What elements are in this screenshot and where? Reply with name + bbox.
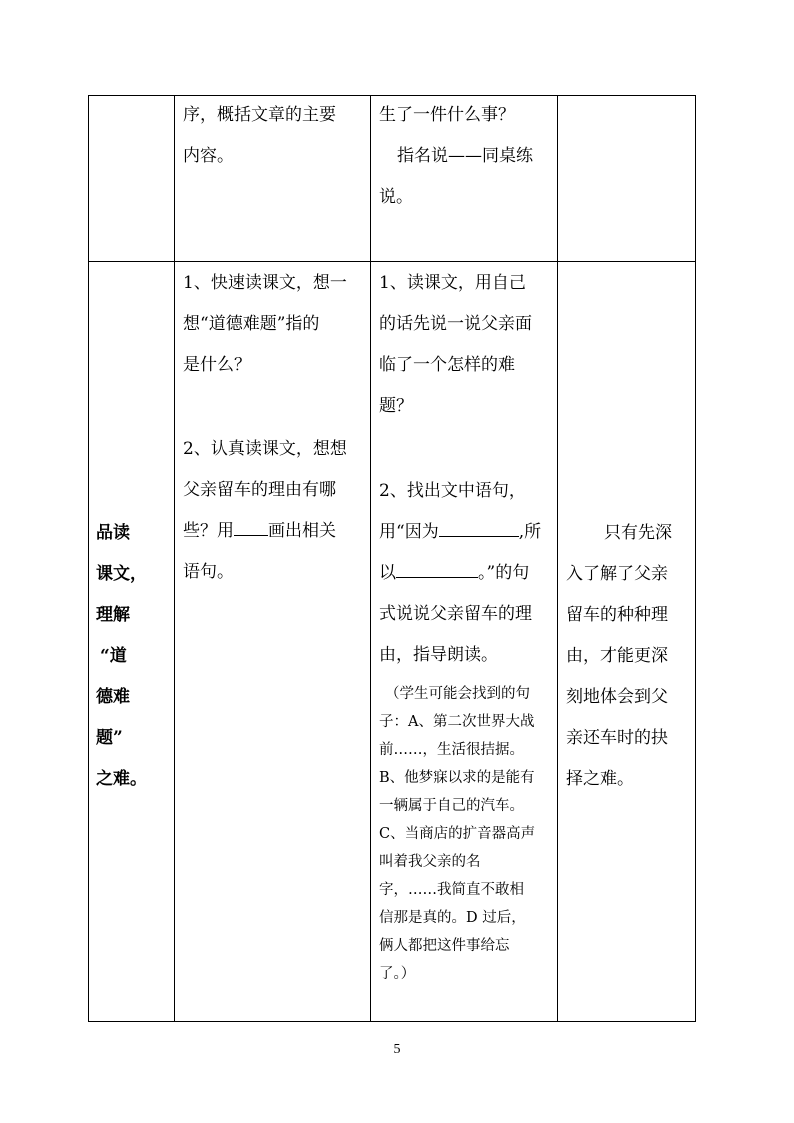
column-divider-3 [557, 95, 558, 1022]
text-line: 信那是真的。D 过后， [379, 910, 526, 926]
text-fragment: ,所 [518, 522, 542, 542]
text-line: 课文， [96, 564, 147, 584]
text-line: 父亲留车的理由有哪 [183, 480, 336, 500]
text-line: 亲还车时的抉 [566, 728, 668, 748]
fill-in-blank [439, 521, 519, 537]
text-line: B、他梦寐以求的是能有 [379, 770, 535, 786]
column-divider-2 [370, 95, 371, 1022]
text-line: 一辆属于自己的汽车。 [379, 798, 524, 814]
text-line: 2、认真读课文，想想 [183, 439, 347, 459]
text-line: 入了解了父亲 [566, 564, 668, 584]
text-line: 临了一个怎样的难 [379, 355, 515, 375]
text-line: 式说说父亲留车的理 [379, 604, 532, 624]
row2-col3-examples [379, 680, 535, 988]
row2-col2-text [183, 263, 347, 386]
text-line: 想“道德难题”指的 [183, 314, 320, 334]
text-line: 序，概括文章的主要 [183, 105, 336, 125]
text-line: 之难。 [96, 769, 147, 789]
text-line [379, 512, 541, 553]
text-line: 了。） [379, 966, 416, 982]
text-line: 内容。 [183, 146, 234, 166]
text-line: 俩人都把这件事给忘 [379, 938, 510, 954]
text-line: 叫着我父亲的名 [379, 854, 481, 870]
fill-in-blank [396, 562, 478, 578]
text-line: 指名说——同桌练 [397, 146, 533, 166]
text-line [183, 511, 347, 552]
text-line [379, 553, 541, 594]
text-line: 前……，生活很拮据。 [379, 742, 524, 758]
text-line: C、当商店的扩音器高声 [379, 826, 536, 842]
text-fragment: 以 [379, 563, 396, 583]
text-line: 说。 [379, 187, 413, 207]
table-bottom-border [88, 1021, 696, 1022]
row2-col1-stage-label [96, 513, 147, 800]
column-divider-1 [174, 95, 175, 1022]
text-line: 题？ [379, 396, 413, 416]
row1-col3-text [379, 95, 533, 218]
table-left-border [88, 95, 89, 1022]
text-line: 留车的种种理 [566, 605, 668, 625]
text-fragment: 画出相关 [268, 521, 336, 541]
text-line: 刻地体会到父 [566, 687, 668, 707]
text-line: 题” [96, 728, 123, 748]
text-line: 是什么？ [183, 355, 251, 375]
text-line: 的话先说一说父亲面 [379, 314, 532, 334]
text-line: 1、快速读课文，想一 [183, 273, 347, 293]
text-line: 2、找出文中语句， [379, 481, 526, 501]
text-line: 理解 [96, 605, 130, 625]
text-line: （学生可能会找到的句 [385, 686, 530, 702]
text-line: 1、读课文，用自己 [379, 273, 526, 293]
fill-in-blank [234, 520, 268, 536]
text-line: 字，……我简直不敢相 [379, 882, 524, 898]
text-line: 只有先深 [604, 523, 672, 543]
row1-col2-text [183, 95, 336, 177]
table-right-border [695, 95, 696, 1022]
text-line: 由，指导朗读。 [379, 645, 498, 665]
row2-col2-text-2 [183, 429, 347, 593]
text-line: 品读 [96, 523, 130, 543]
text-line: 择之难。 [566, 769, 634, 789]
text-line: 德难 [96, 687, 130, 707]
text-line: 子：A、第二次世界大战 [379, 714, 535, 730]
row2-col3-text [379, 263, 532, 427]
text-line: “道 [100, 646, 127, 666]
page-number: 5 [393, 1042, 401, 1057]
text-fragment: 些？用 [183, 521, 234, 541]
text-line: 语句。 [183, 562, 234, 582]
text-line: 生了一件什么事？ [379, 105, 515, 125]
row2-col4-text [566, 513, 672, 800]
row-divider [88, 261, 696, 262]
text-fragment: 。”的句 [478, 563, 530, 583]
row2-col3-text-2 [379, 471, 541, 676]
text-line: 由，才能更深 [566, 646, 668, 666]
text-fragment: 用“因为 [379, 522, 439, 542]
